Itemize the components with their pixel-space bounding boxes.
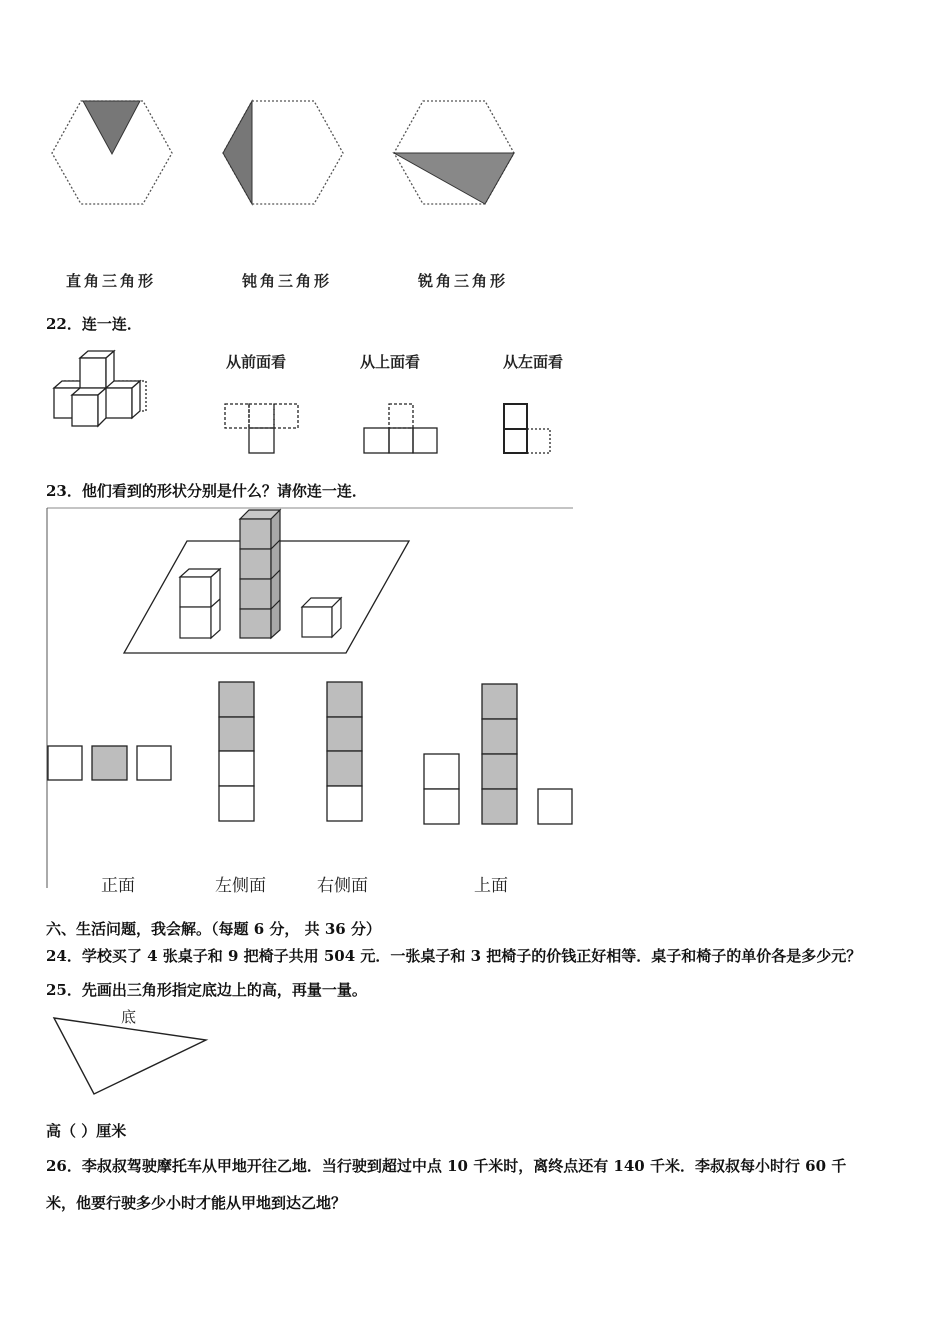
q26-line2: 米，他要行驶多少小时才能从甲地到达乙地？ xyxy=(46,1194,347,1212)
hexagon-label-2: 钝角三角形 xyxy=(242,272,333,290)
q23-caption-top: 上面 xyxy=(474,876,508,896)
hexagon-2 xyxy=(223,101,343,204)
shaded-obtuse-triangle xyxy=(223,101,252,204)
q22-view-front: 从前面看 xyxy=(226,353,287,371)
hexagon-3 xyxy=(394,101,514,204)
hexagon-1 xyxy=(52,101,172,204)
q26-line1: 26．李叔叔驾驶摩托车从甲地开往乙地．当行驶到超过中点 10 千米时，离终点还有 140 千米．李叔叔每小时行 60 千 xyxy=(46,1157,847,1175)
section6-title: 六、生活问题，我会解。（每题 6 分， 共 36 分） xyxy=(46,920,381,938)
q22-view-left: 从左面看 xyxy=(503,353,564,371)
q22-title: 22．连一连． xyxy=(46,315,142,333)
q25-base-label: 底 xyxy=(121,1008,137,1026)
q25-answer-line: 高（ ）厘米 xyxy=(46,1122,127,1140)
q25-text: 25．先画出三角形指定底边上的高，再量一量。 xyxy=(46,981,367,999)
q23-caption-front: 正面 xyxy=(101,876,135,896)
shaded-right-triangle xyxy=(83,101,140,154)
q23-caption-right-side: 右侧面 xyxy=(317,876,368,896)
q22-view-top: 从上面看 xyxy=(360,353,421,371)
hexagon-label-3: 锐角三角形 xyxy=(418,272,509,290)
q23-title: 23．他们看到的形状分别是什么？请你连一连． xyxy=(46,482,367,500)
shaded-acute-triangle xyxy=(394,153,514,204)
hexagon-label-1: 直角三角形 xyxy=(66,272,157,290)
q23-caption-left-side: 左侧面 xyxy=(215,876,266,896)
q24-text: 24．学校买了 4 张桌子和 9 把椅子共用 504 元．一张桌子和 3 把椅子的价钱正好相等．桌子和椅子的单价各是多少元？ xyxy=(46,947,862,965)
